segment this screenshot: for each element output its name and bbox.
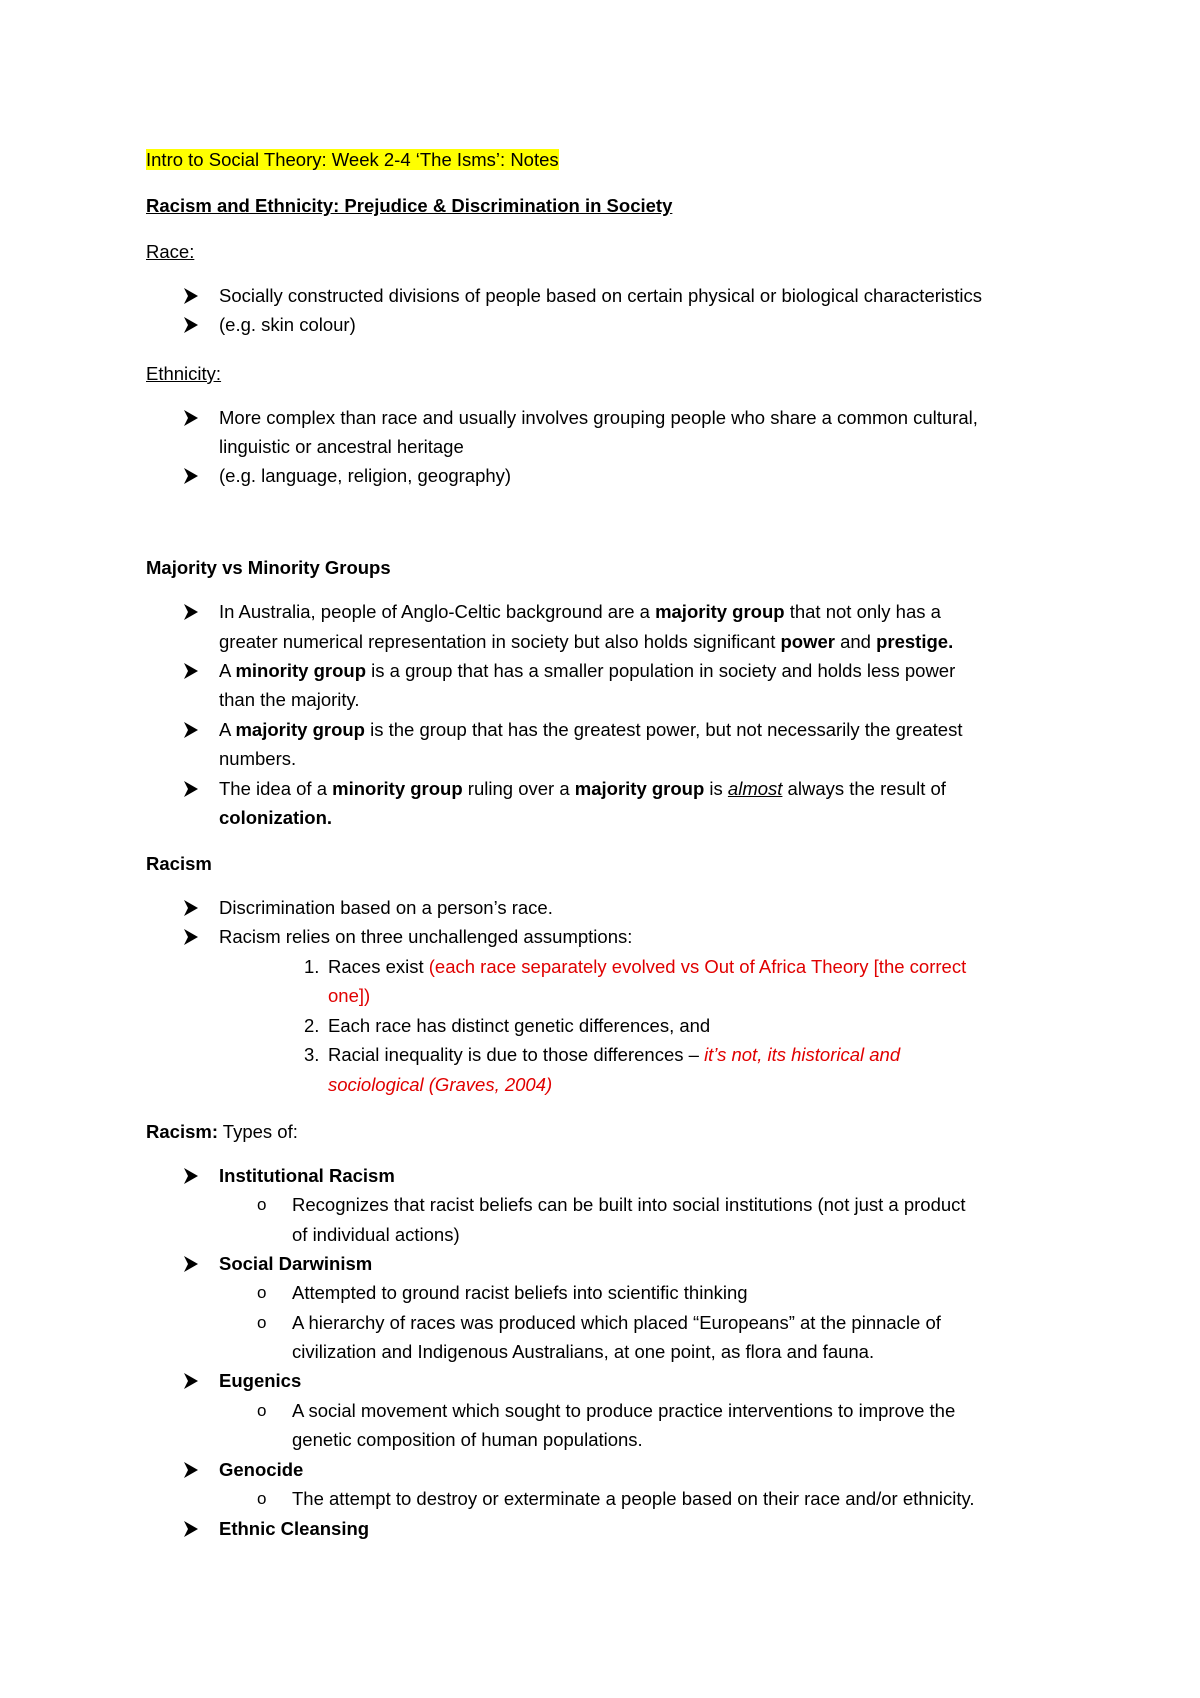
social-darwinism-detail-1: Attempted to ground racist beliefs into scientific thinking xyxy=(292,1282,748,1303)
arrow-bullet-icon xyxy=(183,1255,199,1273)
majority-bullet-3-cont: numbers. xyxy=(219,748,297,769)
ethnicity-bullet-1-cont: linguistic or ancestral heritage xyxy=(219,436,464,457)
genocide-detail: The attempt to destroy or exterminate a people based on their race and/or ethnicity. xyxy=(292,1488,975,1509)
list-number: 1. xyxy=(304,956,320,977)
arrow-bullet-icon xyxy=(183,287,199,305)
type-institutional-racism: Institutional Racism xyxy=(219,1165,395,1186)
arrow-bullet-icon xyxy=(183,899,199,917)
racism-heading: Racism xyxy=(146,853,212,874)
race-bullet-2: (e.g. skin colour) xyxy=(219,314,356,335)
eugenics-detail-cont: genetic composition of human populations. xyxy=(292,1429,643,1450)
circle-bullet-icon: o xyxy=(257,1313,267,1332)
race-bullet-1: Socially constructed divisions of people based on certain physical or biological characteristics xyxy=(219,285,983,306)
arrow-bullet-icon xyxy=(183,603,199,621)
social-darwinism-detail-2: A hierarchy of races was produced which placed “Europeans” at the pinnacle of xyxy=(292,1312,941,1333)
race-label: Race: xyxy=(146,241,195,262)
racism-bullet-1: Discrimination based on a person’s race. xyxy=(219,897,553,918)
majority-bullet-4-cont: colonization. xyxy=(219,807,333,828)
arrow-bullet-icon xyxy=(183,1520,199,1538)
arrow-bullet-icon xyxy=(183,409,199,427)
arrow-bullet-icon xyxy=(183,1461,199,1479)
majority-bullet-3: A majority group is the group that has the greatest power, but not necessarily the greatest xyxy=(219,719,963,740)
types-heading: Racism: Types of: xyxy=(146,1121,298,1142)
arrow-bullet-icon xyxy=(183,721,199,739)
arrow-bullet-icon xyxy=(183,1372,199,1390)
institutional-detail: Recognizes that racist beliefs can be built into social institutions (not just a product xyxy=(292,1194,966,1215)
arrow-bullet-icon xyxy=(183,316,199,334)
majority-heading: Majority vs Minority Groups xyxy=(146,557,391,578)
section-heading: Racism and Ethnicity: Prejudice & Discrimination in Society xyxy=(146,195,673,216)
eugenics-detail: A social movement which sought to produce practice interventions to improve the xyxy=(292,1400,956,1421)
arrow-bullet-icon xyxy=(183,928,199,946)
majority-bullet-2-cont: than the majority. xyxy=(219,689,360,710)
type-genocide: Genocide xyxy=(219,1459,304,1480)
arrow-bullet-icon xyxy=(183,1167,199,1185)
list-number: 3. xyxy=(304,1044,320,1065)
institutional-detail-cont: of individual actions) xyxy=(292,1224,460,1245)
circle-bullet-icon: o xyxy=(257,1401,267,1420)
majority-bullet-4: The idea of a minority group ruling over a majority group is almost always the result of xyxy=(219,778,946,799)
arrow-bullet-icon xyxy=(183,780,199,798)
circle-bullet-icon: o xyxy=(257,1195,267,1214)
numbered-item-1: Races exist (each race separately evolved vs Out of Africa Theory [the correct xyxy=(328,956,967,977)
type-social-darwinism: Social Darwinism xyxy=(219,1253,373,1274)
type-ethnic-cleansing: Ethnic Cleansing xyxy=(219,1518,370,1539)
ethnicity-label: Ethnicity: xyxy=(146,363,222,384)
circle-bullet-icon: o xyxy=(257,1283,267,1302)
arrow-bullet-icon xyxy=(183,467,199,485)
majority-bullet-1-cont: greater numerical representation in society but also holds significant power and prestige. xyxy=(219,631,954,652)
numbered-item-1-cont: one]) xyxy=(328,985,371,1006)
racism-bullet-2: Racism relies on three unchallenged assumptions: xyxy=(219,926,633,947)
ethnicity-bullet-1: More complex than race and usually involves grouping people who share a common cultural, xyxy=(219,407,978,428)
majority-bullet-2: A minority group is a group that has a smaller population in society and holds less power xyxy=(219,660,956,681)
numbered-item-3: Racial inequality is due to those differences – it’s not, its historical and xyxy=(328,1044,901,1065)
social-darwinism-detail-2-cont: civilization and Indigenous Australians, at one point, as flora and fauna. xyxy=(292,1341,875,1362)
ethnicity-bullet-2: (e.g. language, religion, geography) xyxy=(219,465,512,486)
majority-bullet-1: In Australia, people of Anglo-Celtic background are a majority group that not only has a xyxy=(219,601,941,622)
numbered-item-3-cont: sociological (Graves, 2004) xyxy=(328,1074,553,1095)
list-number: 2. xyxy=(304,1015,320,1036)
document-title: Intro to Social Theory: Week 2-4 ‘The Isms’: Notes xyxy=(146,149,559,170)
type-eugenics: Eugenics xyxy=(219,1370,302,1391)
arrow-bullet-icon xyxy=(183,662,199,680)
circle-bullet-icon: o xyxy=(257,1489,267,1508)
numbered-item-2: Each race has distinct genetic differences, and xyxy=(328,1015,711,1036)
